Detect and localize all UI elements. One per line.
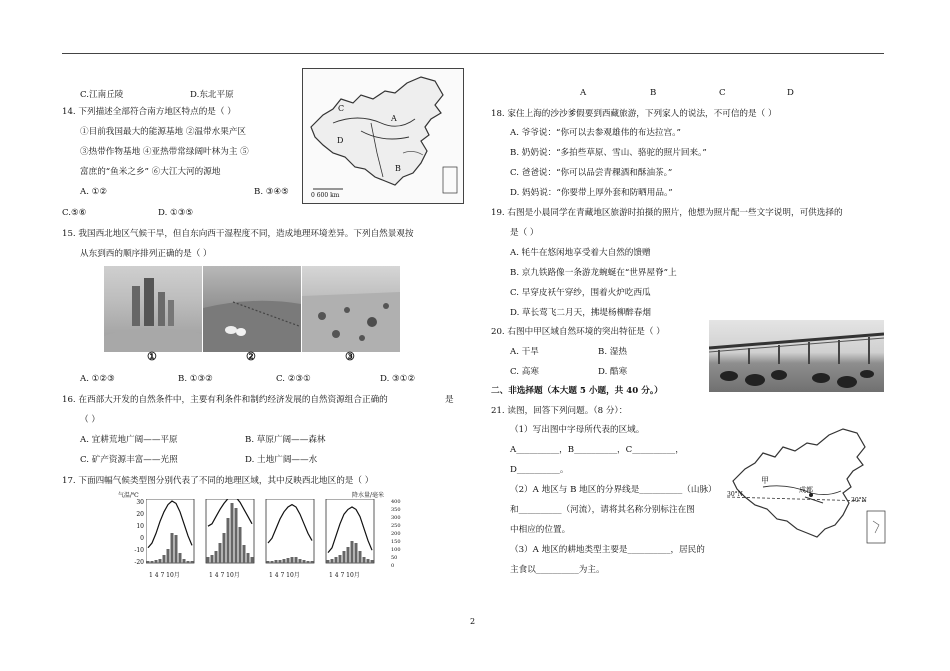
- q15-stem-line2: 从东到西的顺序排列正确的是（ ）: [80, 249, 212, 259]
- temp-tick-column: [116, 499, 146, 571]
- q16-option-a: A. 宜耕荒地广阔——平原: [80, 435, 178, 445]
- map1-label-a: A: [391, 114, 397, 123]
- precip-tick: 250: [391, 523, 401, 529]
- map1-label-b: B: [395, 164, 401, 173]
- precip-tick: 400: [391, 499, 401, 505]
- precipitation-bar: [243, 545, 246, 563]
- q15-option-c: C. ②③①: [276, 374, 311, 384]
- precip-tick: 300: [391, 515, 401, 521]
- temperature-curve: [208, 499, 252, 526]
- precipitation-bar: [343, 551, 346, 563]
- rock-pillars-illustration: [104, 266, 202, 352]
- precipitation-bar: [267, 561, 270, 563]
- china-outline-map: [303, 69, 463, 203]
- precipitation-bar: [347, 547, 350, 563]
- precip-tick: 0: [391, 563, 395, 569]
- q16-stem-end: 是: [445, 395, 454, 405]
- temp-tick: 20: [136, 511, 144, 518]
- precipitation-bar: [339, 555, 342, 563]
- precipitation-bar: [147, 561, 150, 563]
- precip-tick: 150: [391, 539, 401, 545]
- temp-tick: -10: [134, 547, 144, 554]
- map2-lat-left: 30°N: [727, 491, 743, 498]
- precipitation-bar: [227, 518, 230, 563]
- q20-option-a: A. 干旱: [510, 347, 539, 357]
- precipitation-bar: [299, 559, 302, 563]
- precipitation-bar: [359, 551, 362, 563]
- precipitation-bar: [239, 527, 242, 563]
- landscape-photo-1: [104, 266, 202, 352]
- precipitation-bar: [311, 561, 314, 563]
- q15-option-d: D. ③①②: [380, 374, 416, 384]
- precipitation-bar: [351, 541, 354, 563]
- landscape-photo-3: [302, 266, 400, 352]
- precip-tick: 100: [391, 547, 401, 553]
- precip-tick: 50: [391, 555, 398, 561]
- q17-choice-b: B: [650, 88, 657, 98]
- chart-b-month-axis: 1 4 7 10月: [209, 572, 240, 579]
- q21-stem: 21. 读图，回答下列问题。（8 分）：: [491, 406, 628, 416]
- q21-part1: （1）写出图中字母所代表的区域。: [510, 425, 645, 435]
- photo-label-1: ①: [147, 350, 157, 363]
- precipitation-bar: [247, 553, 250, 563]
- photo-label-2: ②: [246, 350, 256, 363]
- precipitation-bar: [363, 557, 366, 563]
- q18-stem: 18. 家住上海的沙沙爹假要到西藏旅游，下列家人的说法，不可信的是（ ）: [491, 109, 777, 119]
- precipitation-bar: [215, 551, 218, 563]
- precipitation-bar: [271, 561, 274, 563]
- q14-option-d: D. ①③⑤: [158, 208, 194, 218]
- q20-option-c: C. 高寒: [510, 367, 539, 377]
- climate-charts-svg: [146, 499, 390, 571]
- map2-label-jia: 甲: [761, 476, 769, 485]
- page-number: 2: [470, 617, 476, 626]
- precipitation-bar: [191, 561, 194, 563]
- precipitation-bar: [335, 557, 338, 563]
- q16-option-d: D. 土地广阔——水: [245, 455, 318, 465]
- landscape-photo-2: [203, 266, 301, 352]
- q18-option-a: A. 爷爷说：“你可以去参观雄伟的布达拉宫。”: [510, 128, 681, 138]
- precipitation-bar: [291, 557, 294, 563]
- q19-option-b: B. 京九铁路像一条游龙蜿蜒在“世界屋脊”上: [510, 268, 677, 278]
- section-2-heading: 二、非选择题（本大题 5 小题，共 40 分。）: [491, 386, 663, 396]
- q19-stem-line2: 是（ ）: [510, 228, 539, 238]
- q19-stem-line1: 19. 右图是小晨同学在青藏地区旅游时拍摄的照片，他想为照片配一些文字说明，可供选择的: [491, 208, 843, 218]
- climate-temp-axis-label: 气温/℃: [118, 492, 139, 499]
- q21-part3-line1: （3）A 地区的耕地类型主要是__________，居民的: [510, 545, 705, 555]
- china-map-q21: [727, 425, 892, 555]
- precipitation-bar: [179, 553, 182, 563]
- precipitation-bar: [187, 561, 190, 563]
- header-rule: [62, 53, 884, 54]
- q21-part2-line2: 和__________（河流），请将其名称分别标注在图: [510, 505, 695, 515]
- precip-tick: 200: [391, 531, 401, 537]
- precipitation-bar: [371, 560, 374, 563]
- precipitation-bar: [211, 555, 214, 563]
- q21-part2-line3: 中相应的位置。: [510, 525, 571, 535]
- temp-tick: 30: [136, 499, 144, 506]
- precipitation-bar: [175, 535, 178, 563]
- precipitation-bar: [235, 508, 238, 563]
- chart-d-month-axis: 1 4 7 10月: [329, 572, 360, 579]
- q18-option-c: C. 爸爸说：“你可以品尝青稞酒和酥油茶。”: [510, 168, 673, 178]
- precipitation-bar: [219, 543, 222, 563]
- precipitation-bar: [367, 559, 370, 563]
- precip-tick-column: [390, 499, 412, 571]
- temp-tick: 10: [136, 523, 144, 530]
- photo-label-3: ③: [345, 350, 355, 363]
- precipitation-bar: [251, 557, 254, 563]
- q21-part3-line2: 主食以__________为主。: [510, 565, 605, 575]
- q21-part1-d: D__________。: [510, 465, 569, 475]
- q16-option-c: C. 矿产资源丰富——光照: [80, 455, 178, 465]
- q17-choice-c: C: [719, 88, 726, 98]
- precipitation-bar: [155, 560, 158, 563]
- temperature-curve: [268, 505, 312, 543]
- q19-option-d: D. 草长莺飞二月天，拂堤杨柳醉春烟: [510, 308, 651, 318]
- q17-choice-d: D: [787, 88, 794, 98]
- precipitation-bar: [183, 559, 186, 563]
- precipitation-bar: [295, 557, 298, 563]
- precipitation-bar: [207, 557, 210, 563]
- temperature-curve: [148, 501, 192, 548]
- q15-stem-line1: 15. 我国西北地区气候干旱，但自东向西干湿程度不同，造成地理环境差异。下列自然景观按: [62, 229, 414, 239]
- precipitation-bar: [355, 543, 358, 563]
- q14-option-a: A. ①②: [80, 187, 108, 197]
- q21-part2-line1: （2）A 地区与 B 地区的分界线是__________（山脉）: [510, 485, 717, 495]
- q20-option-d: D. 酷寒: [598, 367, 628, 377]
- precipitation-bar: [275, 560, 278, 563]
- q20-stem: 20. 右图中甲区域自然环境的突出特征是（ ）: [491, 327, 665, 337]
- map2-label-chengdu: 成都: [799, 486, 813, 494]
- q21-part1-abc: A__________，B__________，C__________，: [510, 445, 684, 455]
- q14-option-c: C.⑤⑥: [62, 208, 87, 218]
- q15-option-b: B. ①③②: [178, 374, 213, 384]
- temp-tick: 0: [140, 535, 144, 542]
- precipitation-bar: [303, 560, 306, 563]
- temperature-curve: [328, 507, 372, 553]
- q19-option-c: C. 早穿皮袄午穿纱，围着火炉吃西瓜: [510, 288, 651, 298]
- china-region-map: [302, 68, 464, 204]
- q14-stem: 14. 下列描述全部符合南方地区特点的是（ ）: [62, 107, 236, 117]
- precipitation-bar: [287, 558, 290, 563]
- railway-bridge-illustration: [709, 320, 884, 392]
- grassland-illustration: [203, 266, 301, 352]
- q14-line3: 富庶的“鱼米之乡” ⑥大江大河的源地: [80, 167, 221, 177]
- yak-railway-photo: [709, 320, 884, 392]
- q18-option-d: D. 妈妈说：“你要带上厚外套和防晒用品。”: [510, 188, 673, 198]
- q18-option-b: B. 奶奶说：“多拍些草原、雪山、骆驼的照片回来。”: [510, 148, 707, 158]
- q13-option-d: D.东北平原: [190, 90, 234, 100]
- map1-label-c: C: [338, 104, 345, 113]
- q14-line2: ③热带作物基地 ④亚热带常绿阔叶林为主 ⑤: [80, 147, 249, 157]
- precipitation-bar: [167, 549, 170, 563]
- q16-stem-line2: （ ）: [80, 415, 100, 425]
- q13-option-c: C.江南丘陵: [80, 90, 124, 100]
- precipitation-bar: [327, 560, 330, 563]
- precipitation-bar: [159, 559, 162, 563]
- chart-c-month-axis: 1 4 7 10月: [269, 572, 300, 579]
- precipitation-bar: [171, 533, 174, 563]
- q16-option-b: B. 草原广阔——森林: [245, 435, 326, 445]
- climate-precip-axis-label: 降水量/毫米: [352, 492, 385, 499]
- q14-line1: ①目前我国最大的能源基地 ②温带水果产区: [80, 127, 247, 137]
- precipitation-bar: [307, 561, 310, 563]
- q15-option-a: A. ①②③: [80, 374, 115, 384]
- precipitation-bar: [231, 503, 234, 563]
- map2-lat-right: 30°N: [851, 497, 867, 504]
- precipitation-bar: [163, 555, 166, 563]
- q19-option-a: A. 牦牛在悠闲地享受着大自然的馈赠: [510, 248, 651, 258]
- q14-option-b: B. ③④⑤: [254, 187, 289, 197]
- precipitation-bar: [279, 560, 282, 563]
- map1-scale: 0 600 km: [311, 192, 340, 199]
- q17-choice-a: A: [580, 88, 587, 98]
- precipitation-bar: [223, 533, 226, 563]
- temp-tick: -20: [134, 559, 144, 566]
- precip-tick: 350: [391, 507, 401, 513]
- climate-charts-group: [146, 499, 390, 571]
- precipitation-bar: [283, 559, 286, 563]
- q17-stem: 17. 下面四幅气候类型图分别代表了不同的地理区域，其中反映西北地区的是（ ）: [62, 476, 374, 486]
- map1-label-d: D: [337, 136, 344, 145]
- q20-option-b: B. 湿热: [598, 347, 627, 357]
- precipitation-bar: [151, 561, 154, 563]
- chart-a-month-axis: 1 4 7 10月: [149, 572, 180, 579]
- precipitation-bar: [331, 559, 334, 563]
- desert-shrub-illustration: [302, 266, 400, 352]
- q16-stem-line1: 16. 在西部大开发的自然条件中，主要有利条件和制约经济发展的自然资源组合正确的: [62, 395, 388, 405]
